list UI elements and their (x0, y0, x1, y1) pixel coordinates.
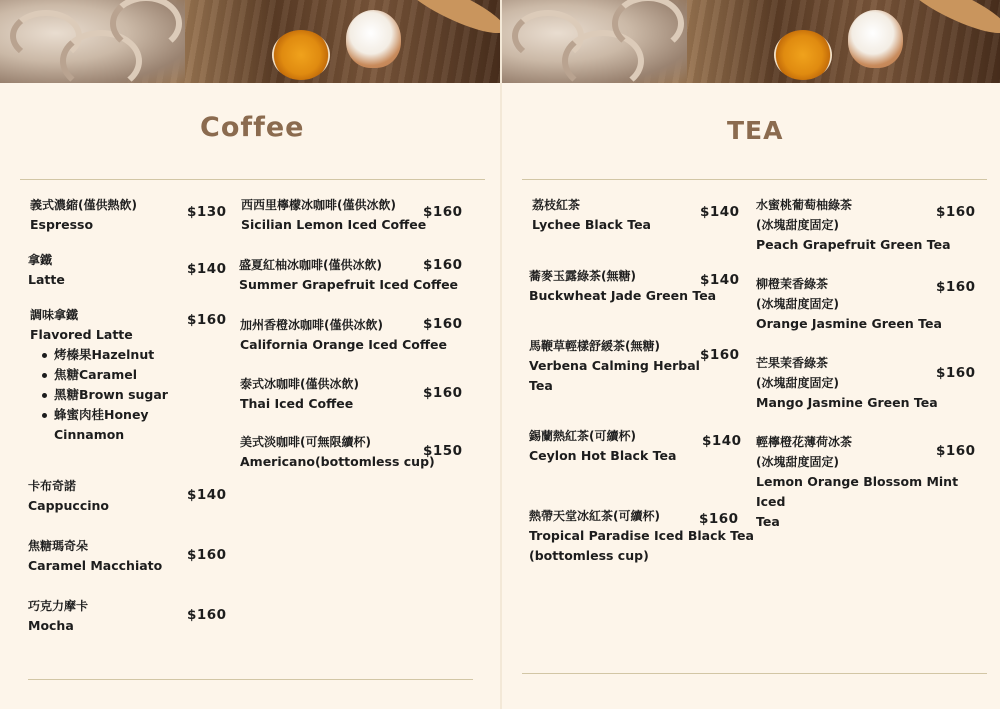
price: $150 (423, 443, 463, 459)
menu-item: 荔枝紅茶 Lychee Black Tea (532, 198, 651, 232)
price: $140 (187, 487, 227, 503)
menu-item: 拿鐵 Latte (28, 253, 65, 287)
flavor-option: 烤榛果Hazelnut (30, 345, 190, 365)
flavor-option: 黑糖Brown sugar (30, 385, 190, 405)
menu-item: 輕檸橙花薄荷冰茶 (冰塊甜度固定) Lemon Orange Blossom Mint Iced Tea (756, 435, 959, 529)
price: $160 (187, 547, 227, 563)
menu-item: 西西里檸檬冰咖啡(僅供冰飲) Sicilian Lemon Iced Coffee (241, 198, 427, 232)
price: $160 (423, 204, 463, 220)
menu-item: 調味拿鐵 Flavored Latte 烤榛果Hazelnut 焦糖Caramel 黑糖Brown sugar 蜂蜜肉桂Honey Cinnamon (30, 305, 190, 445)
tea-page (502, 0, 1000, 709)
menu-item: 義式濃縮(僅供熱飲) Espresso (30, 198, 137, 232)
menu-item: 錫蘭熱紅茶(可續杯) Ceylon Hot Black Tea (529, 429, 677, 463)
price: $160 (423, 385, 463, 401)
bottom-rule (28, 679, 473, 680)
flavor-list (30, 345, 190, 445)
price: $140 (187, 261, 227, 277)
tea-title: TEA (727, 116, 784, 145)
menu-item: 熱帶天堂冰紅茶(可續杯) Tropical Paradise Iced Black Tea (bottomless cup) (529, 509, 754, 563)
price: $160 (699, 511, 739, 527)
price: $160 (187, 312, 227, 328)
menu-item: 水蜜桃葡萄柚綠茶 (冰塊甜度固定) Peach Grapefruit Green Tea (756, 198, 951, 252)
price: $140 (700, 272, 740, 288)
menu-item: 美式淡咖啡(可無限續杯) Americano(bottomless cup) (240, 435, 435, 469)
menu-item: 泰式冰咖啡(僅供冰飲) Thai Iced Coffee (240, 377, 359, 411)
banner-photo (502, 0, 1000, 83)
price: $140 (700, 204, 740, 220)
menu-item: 卡布奇諾 Cappuccino (28, 479, 109, 513)
price: $160 (936, 365, 976, 381)
menu-item: 盛夏紅柚冰咖啡(僅供冰飲) Summer Grapefruit Iced Coffee (239, 258, 459, 292)
flavor-option: 焦糖Caramel (30, 365, 190, 385)
price: $160 (423, 257, 463, 273)
banner-photo (0, 0, 500, 83)
price: $160 (187, 607, 227, 623)
top-rule (522, 179, 987, 180)
price: $140 (702, 433, 742, 449)
price: $160 (936, 279, 976, 295)
menu-item: 馬鞭草輕樣舒緩茶(無糖) Verbena Calming Herbal Tea (529, 339, 700, 393)
price: $130 (187, 204, 227, 220)
menu-item: 蕎麥玉露綠茶(無糖) Buckwheat Jade Green Tea (529, 269, 717, 303)
price: $160 (423, 316, 463, 332)
menu-item: 柳橙茉香綠茶 (冰塊甜度固定) Orange Jasmine Green Tea (756, 277, 942, 331)
top-rule (20, 179, 485, 180)
menu-item: 芒果茉香綠茶 (冰塊甜度固定) Mango Jasmine Green Tea (756, 356, 938, 410)
bottom-rule (522, 673, 987, 674)
menu-item: 加州香橙冰咖啡(僅供冰飲) California Orange Iced Coffee (240, 318, 447, 352)
price: $160 (936, 204, 976, 220)
flavor-option: 蜂蜜肉桂Honey Cinnamon (30, 405, 190, 445)
menu-item: 焦糖瑪奇朵 Caramel Macchiato (28, 539, 163, 573)
price: $160 (700, 347, 740, 363)
coffee-title: Coffee (200, 112, 305, 143)
menu-item: 巧克力摩卡 Mocha (28, 599, 89, 633)
price: $160 (936, 443, 976, 459)
